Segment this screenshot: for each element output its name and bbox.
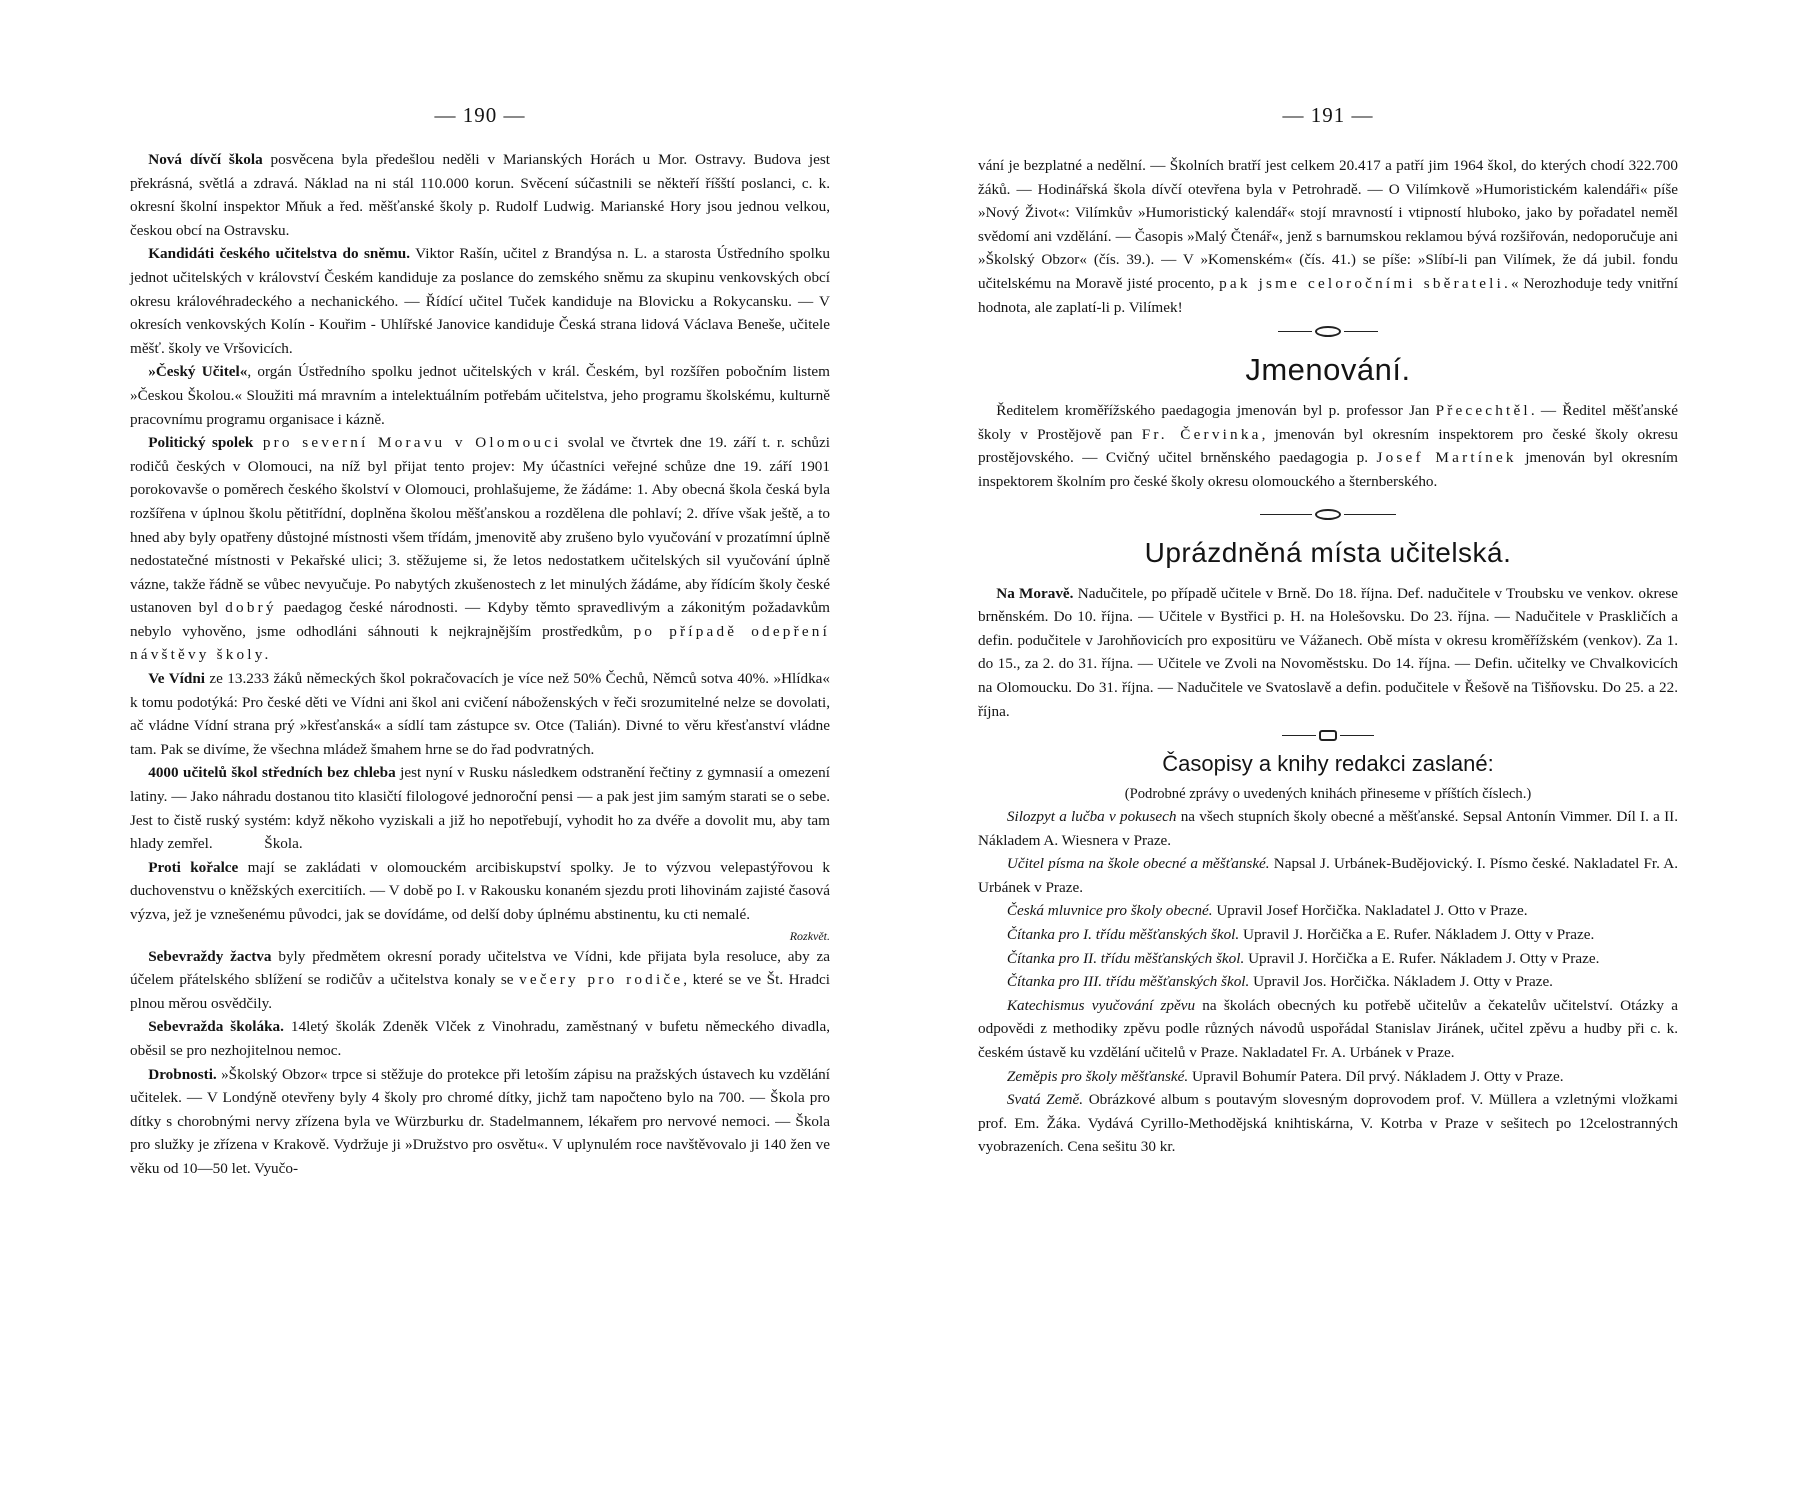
- news-item: [130, 360, 830, 431]
- news-text: vání je bezplatné a nedělní. — Školních bratří jest celkem 20.417 a patří jim 1964 škol, do kterých chodí 322.700 žáků. — Hodinářská škola dívčí otevřena byla v Petrohradě. — O Vilímkově »Humoristickém kalendáři« píše »Nový Život«: Vilímkův »Humoristický kalendář« stojí mravností i vtipností hluboko, jako by pořadatel neměl svědomí ani vzdělání. — Časopis »Malý Čtenář«, jenž s barnumskou reklamou bývá rozšiřován, nedoporučuje ani »Školský Obzor« (čís. 39.). — V »Komenském« (čís. 41.) se píše: »Slíbí-li pan Vilímek, že dá jubil. fondu učitelskému na Moravě jisté procento,: [978, 157, 1678, 292]
- news-headline: Drobnosti.: [148, 1065, 217, 1083]
- news-text: . — Ředitel měšťanské školy v Prostějově pan: [978, 402, 1678, 443]
- news-text: mají se zakládati v olomouckém arcibiskupství spolky. Je to výzvou velepastýřovou k duchovenstvu o kněžských exercitiích. — V době po I. v Rakousku konaném sjezdu proti lihovinám zajisté časová výzva, jež je vznešenému původci, jak se dovídáme, od delší doby úplnému abstinentu, ku cti nemalé.: [130, 858, 831, 923]
- news-text: paedagog české národnosti. — Kdyby těmto spravedlivým a zákonitým požadavkům nebylo vyhověno, jsme odhodláni sáhnouti k nejkrajnějším prostředkům,: [130, 599, 830, 640]
- spaced-name: Fr. Červinka: [1141, 425, 1262, 443]
- spaced-text: dobrý: [225, 599, 277, 617]
- book-details: Upravil J. Horčička a E. Rufer. Nákladem J. Otty v Praze.: [1244, 949, 1600, 967]
- book-entry: [978, 1088, 1678, 1159]
- news-headline: Proti kořalce: [148, 858, 239, 876]
- section-heading-vacancies: Uprázdněná místa učitelská.: [1144, 536, 1512, 568]
- news-text: svolal ve čtvrtek dne 19. září t. r. schůzi rodičů českých v Olomouci, na níž byl přijat tento projev: My účastníci veřejné schůze dne 19. září 1901 porokovavše o poměrech českého školství v Olomouci, prohlašujeme, že žádáme: 1. Aby obecná škola česká byla rozšířena v úplnou školu pětitřídní, doplněna školou měšťanskou a rozdělena dle pohlaví; 2. dříve však ještě, a to hned aby byly opatřeny důstojné místnosti všem třídám, jmenovitě aby zrušeno bylo vyučování v prozatímní úplně nedostatečné místnosti v Pekařské ulici; 3. stěžujeme si, že letos nedostatkem učitelských sil vyučování úplně vázne, takže řádně se vůbec nevyučuje. Po nabytých zkušenostech z let minulých žádáme, aby řídícím školy české ustanoven byl: [130, 434, 830, 617]
- spaced-text: pro severní Moravu v Olomouci: [253, 434, 562, 452]
- right-page: [978, 0, 1678, 1500]
- book-title: Zeměpis pro školy měšťanské.: [1006, 1067, 1189, 1085]
- spaced-text: pak jsme celoročními sběrateli.: [1219, 274, 1511, 292]
- ornament-divider: [978, 319, 1678, 345]
- news-headline: Sebevraždy žactva: [148, 947, 272, 965]
- news-headline: Ve Vídni: [148, 670, 205, 688]
- news-item: [130, 945, 830, 1016]
- book-details: Obrázkové album s poutavým slovesným doprovodem prof. V. Müllera a vzletnými vložkami prof. Em. Žáka. Vydává Cyrillo-Methodějská knihtiskárna, V. Kotrba v Praze v sešitech po 12celostranných vyobrazeních. Cena sešitu 30 kr.: [978, 1091, 1678, 1156]
- section-heading-appointments: Jmenování.: [1245, 352, 1411, 388]
- page-number: — 190 —: [434, 103, 526, 127]
- book-title: Svatá Země.: [1006, 1091, 1084, 1109]
- news-text: posvěcena byla předešlou neděli v Marianských Horách u Mor. Ostravy. Budova jest překrásná, světlá a zdravá. Náklad na ni stál 110.000 korun. Svěcení súčastnili se někteří říšští poslanci, c. k. okresní školní inspektor Mňuk a řed. měšťanské školy p. Rudolf Ludwig. Marianské Hory jsou jednou velkou, českou obcí na Ostravsku.: [130, 151, 830, 239]
- news-text: »Školský Obzor« trpce si stěžuje do protekce při letoším zápisu na pražských ústavech ku vzdělání učitelek. — V Londýně otevřeny byly 4 školy pro chromé dítky, jichž tam napočteno bylo na 700. — Škola pro dítky s chorobnými nervy zřízena byla ve Würzburku dr. Stadelmannem, lékařem pro nervové nemoci. — Škola pro služky je zřízena v Krakově. Vydržuje ji »Družstvo pro osvětu«. V uplynulém roce navštěvovalo ji 140 žen ve věku od 10—50 let. Vyučo-: [130, 1065, 830, 1177]
- news-text: jmenován byl okresním inspektorem školním pro české školy okresu olomouckého a šternberského.: [978, 449, 1678, 490]
- news-headline: Na Moravě.: [996, 584, 1074, 602]
- book-entry: [978, 899, 1678, 923]
- news-text: Viktor Rašín, učitel z Brandýsa n. L. a starosta Ústředního spolku jednot učitelských v království Českém kandiduje za poslance do zemského sněmu za skupinu venkovských obcí okresu královéhradeckého a nechanického. — Řídící učitel Tuček kandiduje na Blovicku a Rokycansku. — V okresích venkovských Kolín - Kouřim - Uhlířské Janovice kandiduje Česká strana lidová Václava Beneše, učitele měšť. školy ve Vršovicích.: [130, 245, 830, 357]
- news-item: [130, 856, 830, 927]
- source-signature: Rozkvět.: [789, 928, 830, 943]
- book-title: Učitel písma na škole obecné a měšťanské.: [1006, 855, 1270, 873]
- book-title: Čítanka pro II. třídu měšťanských škol.: [1006, 949, 1245, 967]
- book-details: Upravil Josef Horčička. Nakladatel J. Otto v Praze.: [1212, 902, 1528, 920]
- book-title: Česká mluvnice pro školy obecné.: [1006, 902, 1213, 920]
- news-headline: Sebevražda školáka.: [148, 1018, 284, 1036]
- page-number: — 191 —: [1282, 103, 1374, 127]
- right-column: [978, 154, 1678, 1159]
- book-entry: [978, 923, 1678, 947]
- news-text: Ředitelem kroměřížského paedagogia jmenován byl p. professor Jan: [996, 402, 1436, 420]
- section-heading-received-books: Časopisy a knihy redakci zaslané:: [1162, 751, 1494, 777]
- news-item: [130, 1063, 830, 1181]
- vacancies-text: [978, 582, 1678, 724]
- news-item: [130, 667, 830, 761]
- source-signature: Škola.: [264, 835, 303, 853]
- news-text: ze 13.233 žáků německých škol pokračovacích je více než 50% Čechů, Němců sotva 40%. »Hlídka« k tomu podotýká: Pro české děti ve Vídni ani škol ani cvičení náboženských v řeči srozumitelné nelze se dovolati, ač vládne Vídní strana prý »křesťanská« a sídlí tam zástupce sv. Otce (Talián). Divné to věru křesťanství vládne tam. Pak se divíme, že všechna mládež šmahem hrne se do řad podvratných.: [130, 670, 830, 758]
- news-item: [130, 242, 830, 360]
- continuation-text: [978, 154, 1678, 319]
- book-details: na školách obecných ku potřebě učitelův a čekatelův učitelství. Otázky a odpovědi z methodiky zpěvu podle různých návodů uspořádal Stanislav Jiránek, učitel zpěvu a hudby při c. k. českém ústavě ku vzdělání učitelů v Praze. Nakladatel Fr. A. Urbánek v Praze.: [978, 996, 1678, 1062]
- book-details: Upravil Jos. Horčička. Nákladem J. Otty v Praze.: [1249, 973, 1553, 991]
- left-column: [130, 148, 830, 1181]
- news-text: Nadučitele, po případě učitele v Brně. Do 18. října. Def. nadučitele v Troubsku ve venkov. okrese brněnském. Do 10. října. — Učitele v Bystřici p. H. na Holešovsku. Do 23. října. — Nadučitele v Praskličích a defin. podučitele v Jarohňovicích pro expositüru ve Vážanech. Obě místa v okresu kroměřížském (venkov). Za 1. do 15., za 2. do 31. října. — Učitele ve Zvoli na Novoměstsku. Do 14. října. — Defin. učitelky ve Chvalkovicích na Olomoucku. Do 31. října. — Nadučitele ve Svatoslavě a defin. podučitele v Řešově na Tišňovsku. Do 25. a 22. října.: [978, 584, 1678, 720]
- book-list: [978, 805, 1678, 1159]
- news-text: , orgán Ústředního spolku jednot učitelských v král. Českém, byl rozšířen pobočním listem »Českou Školou.« Sloužiti má mravním a intelektuálním potřebám učitelstva, jeho programu školskému, kulturně pracovnímu programu organisace i kázně.: [130, 363, 830, 428]
- book-details: Upravil J. Horčička a E. Rufer. Nákladem J. Otty v Praze.: [1239, 926, 1595, 944]
- book-title: Čítanka pro III. třídu měšťanských škol.: [1006, 973, 1250, 991]
- ornament-divider: [978, 723, 1678, 749]
- news-headline: Nová dívčí škola: [148, 151, 263, 168]
- book-entry: [978, 852, 1678, 899]
- news-headline: Kandidáti českého učitelstva do sněmu.: [148, 245, 411, 263]
- news-text: jest nyní v Rusku následkem odstranění řečtiny z gymnasií a omezení latiny. — Jako náhradu dostanou tito klasičtí filologové jednoroční pensi — a pak jest jim samým starati se o sebe. Jest to čistě ruský systém: když někoho vyziskali a již ho nepotřebují, vyhodit ho za dvéře a dovolit mu, aby tam hlady zemřel.: [130, 764, 830, 853]
- ornament-divider: [978, 502, 1678, 528]
- book-entry: [978, 1065, 1678, 1089]
- section-note: (Podrobné zprávy o uvedených knihách přineseme v příštích číslech.): [1124, 786, 1532, 803]
- news-item: [130, 1015, 830, 1062]
- book-title: Čítanka pro I. třídu měšťanských škol.: [1006, 926, 1240, 944]
- spaced-name: Josef Martínek: [1376, 449, 1517, 467]
- news-item: [130, 431, 830, 667]
- book-entry: [978, 947, 1678, 971]
- book-entry: [978, 805, 1678, 852]
- book-title: Silozpyt a lučba v pokusech: [1006, 808, 1177, 826]
- news-text: byly předmětem okresní porady učitelstva ve Vídni, kde přijata byla resoluce, aby za účelem přátelského sblížení se rodičův a učitelstva konaly se: [130, 947, 831, 989]
- news-headline: Politický spolek: [148, 434, 254, 452]
- news-text: , které se ve Št. Hradci plnou měrou osvědčily.: [130, 971, 830, 1012]
- news-headline: 4000 učitelů škol středních bez chleba: [148, 764, 396, 782]
- spaced-name: Přecechtěl: [1435, 402, 1531, 420]
- left-page: [130, 0, 830, 1500]
- book-details: na všech stupních školy obecné a měšťanské. Sepsal Antonín Vimmer. Díl I. a II. Nákladem A. Wiesnera v Praze.: [978, 808, 1678, 849]
- news-text: « Nerozhoduje tedy vnitřní hodnota, ale zaplatí-li p. Vilímek!: [978, 274, 1678, 316]
- appointments-text: [978, 399, 1678, 493]
- book-title: Katechismus vyučování zpěvu: [1006, 996, 1196, 1014]
- news-text: , jmenován byl okresním inspektorem pro české školy okresu prostějovského. — Cvičný učitel brněnského paedagogia p.: [978, 425, 1678, 467]
- book-entry: [978, 970, 1678, 994]
- news-headline: »Český Učitel«: [148, 363, 248, 381]
- news-item: [130, 761, 830, 855]
- spaced-text: večery pro rodiče: [519, 971, 684, 989]
- book-details: Upravil Bohumír Patera. Díl prvý. Nákladem J. Otty v Praze.: [1188, 1067, 1564, 1085]
- news-text: 14letý školák Zdeněk Vlček z Vinohradu, zaměstnaný v bufetu německého divadla, oběsil se pro nezhojitelnou nemoc.: [130, 1018, 831, 1059]
- book-details: Napsal J. Urbánek-Budějovický. I. Písmo české. Nakladatel Fr. A. Urbánek v Praze.: [978, 855, 1679, 896]
- spaced-text: po případě odepření návštěvy školy.: [130, 622, 830, 664]
- book-entry: [978, 994, 1678, 1065]
- news-item: [130, 148, 830, 242]
